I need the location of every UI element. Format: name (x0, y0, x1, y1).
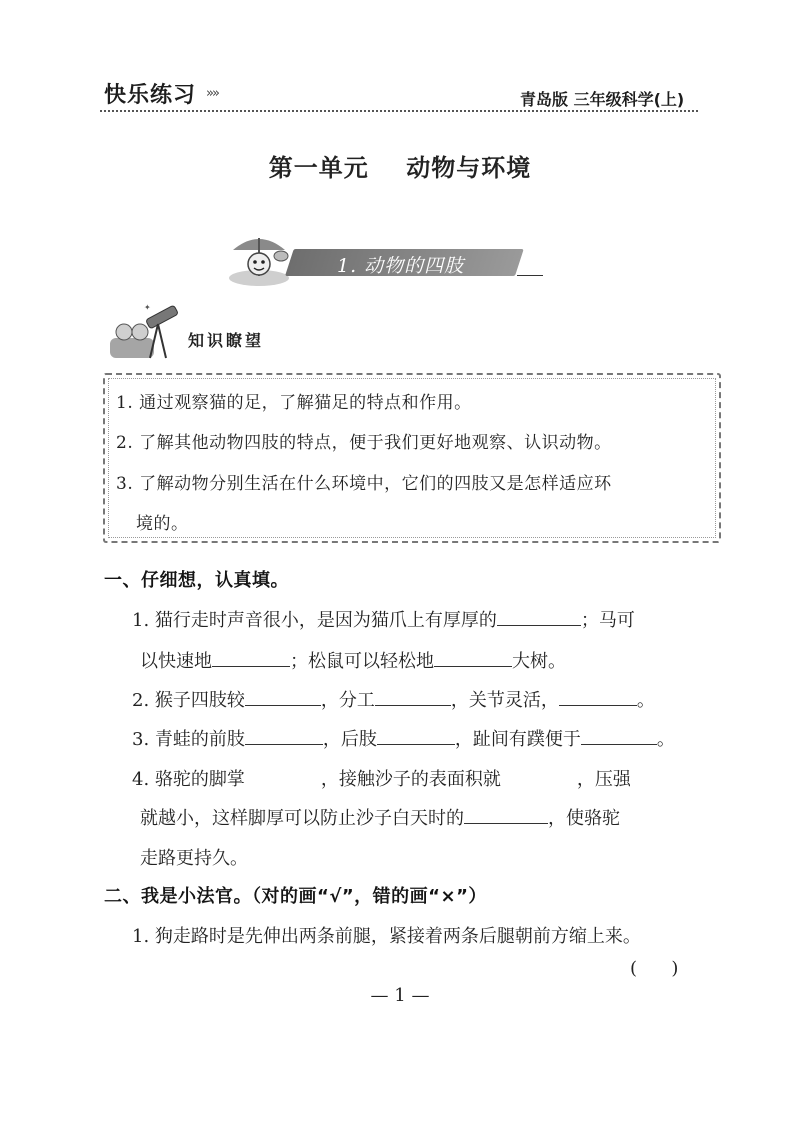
telescope-icon (106, 302, 186, 362)
question-4-text-e: ，使骆驼 (548, 808, 620, 829)
lesson-banner-rule (517, 275, 543, 276)
question-4-line-3 (140, 844, 248, 870)
question-2 (132, 686, 655, 712)
lesson-banner (285, 249, 555, 278)
question-1-text-b: ；马可 (580, 610, 635, 631)
question-4-text-b: ，接触沙子的表面积就 (320, 769, 501, 790)
header-divider (100, 110, 698, 112)
question-4-line-1 (132, 765, 631, 791)
answer-blank[interactable] (245, 726, 323, 745)
question-1-line-2 (140, 647, 566, 673)
edition-label: 青岛版 三年级科学(上) (520, 90, 685, 109)
question-4-text-d: 就越小，这样脚厚可以防止沙子白天时的 (140, 808, 464, 829)
answer-blank[interactable] (377, 726, 455, 745)
answer-blank[interactable] (434, 648, 512, 667)
question-3-text-d: 。 (656, 729, 675, 750)
goal-item-3: 3. 了解动物分别生活在什么环境中，它们的四肢又是怎样适应环 (116, 474, 612, 494)
question-3-text-c: ，趾间有蹼便于 (454, 729, 581, 750)
judge-question-1: 1. 狗走路时是先伸出两条前腿，紧接着两条后腿朝前方缩上来。 (132, 926, 641, 947)
question-4-text-f: 走路更持久。 (140, 848, 248, 869)
answer-blank[interactable] (497, 607, 581, 626)
section-1-heading: 一、仔细想，认真填。 (104, 570, 289, 591)
question-4-text-c: ，压强 (576, 769, 631, 790)
question-1-text-d: ；松鼠可以轻松地 (290, 651, 434, 672)
answer-blank[interactable] (375, 687, 451, 706)
mascot-icon (225, 228, 293, 290)
unit-title: 第一单元 动物与环境 (268, 153, 532, 182)
knowledge-heading: 知识瞭望 (188, 331, 265, 350)
question-1-text-e: 大树。 (512, 651, 566, 672)
question-2-text-d: 。 (636, 690, 655, 711)
question-4-line-2 (140, 804, 620, 830)
question-2-text-a: 2. 猴子四肢较 (132, 690, 245, 711)
answer-blank[interactable] (581, 726, 657, 745)
question-1-text-c: 以快速地 (140, 651, 212, 672)
svg-text:✦: ✦ (144, 303, 151, 312)
answer-blank[interactable] (559, 687, 637, 706)
question-3 (132, 725, 675, 751)
page-number: — 1 — (370, 985, 430, 1006)
question-1-text-a: 1. 猫行走时声音很小，是因为猫爪上有厚厚的 (132, 610, 497, 631)
answer-blank[interactable] (212, 648, 290, 667)
series-brand: 快乐练习 (104, 83, 197, 108)
question-1-line-1 (132, 606, 635, 632)
goal-item-1: 1. 通过观察猫的足，了解猫足的特点和作用。 (116, 393, 472, 413)
goal-item-2: 2. 了解其他动物四肢的特点，便于我们更好地观察、认识动物。 (116, 433, 612, 453)
question-3-text-b: ，后肢 (322, 729, 377, 750)
section-2-heading: 二、我是小法官。（对的画“√”，错的画“×”） (104, 886, 487, 907)
question-2-text-b: ，分工 (320, 690, 375, 711)
answer-blank[interactable] (464, 805, 548, 824)
lesson-title: 1. 动物的四肢 (337, 255, 465, 277)
answer-blank[interactable] (245, 687, 321, 706)
question-3-text-a: 3. 青蛙的前肢 (132, 729, 245, 750)
answer-parentheses[interactable]: ( ) (630, 958, 679, 979)
question-2-text-c: ，关节灵活， (450, 690, 559, 711)
chevrons-icon: »» (206, 86, 218, 101)
goal-item-3-continued: 境的。 (136, 514, 189, 534)
question-4-text-a: 4. 骆驼的脚掌 (132, 769, 245, 790)
